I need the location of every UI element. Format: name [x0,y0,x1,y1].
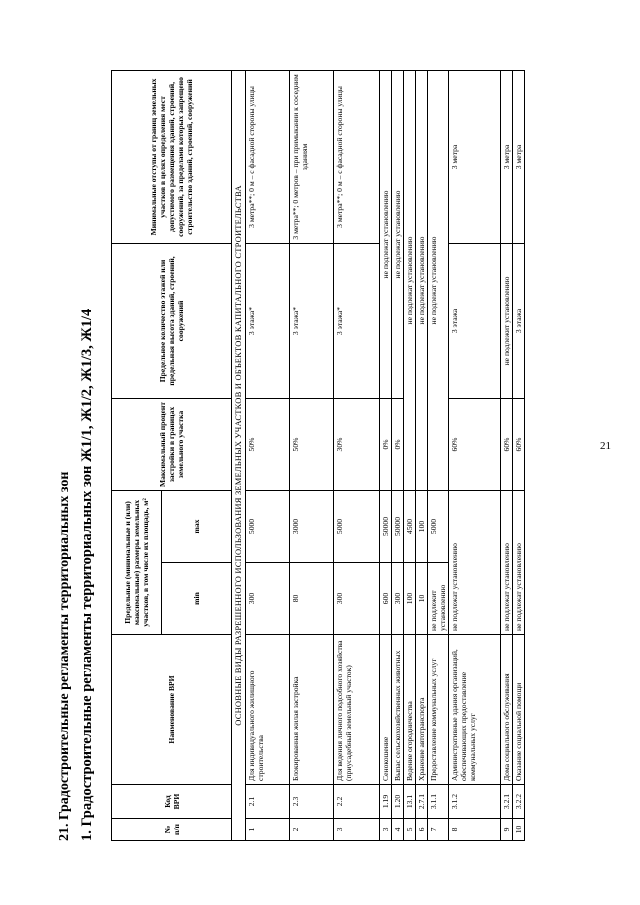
cell-percent: 0% [380,398,392,490]
cell-num: 3 [380,819,392,841]
cell-max: 100 [416,490,428,562]
cell-code: 3.1.1 [428,785,449,819]
header-name: Наименование ВРИ [112,635,232,785]
rotated-page-content [55,71,615,841]
cell-code: 2.3 [290,785,334,819]
cell-percent: 50% [246,398,290,490]
cell-max: 50000 [392,490,404,562]
subsection-heading: 1. Градостроительные регламенты территориальных зон Ж1/1, Ж1/2, Ж1/3, Ж1/4 [79,308,95,841]
cell-floors: не подлежит установлению [501,243,513,398]
section-title-row: ОСНОВНЫЕ ВИДЫ РАЗРЕШЕННОГО ИСПОЛЬЗОВАНИЯ ЗЕМЕЛЬНЫХ УЧАСТКОВ И ОБЪЕКТОВ КАПИТАЛЬНОГО СТРОИТЕЛЬСТВА [232,70,246,840]
table-row [428,70,449,840]
cell-code: 3.2.1 [501,785,513,819]
cell-code: 2.1 [246,785,290,819]
cell-min: 100 [404,563,416,635]
cell-max: 50000 [380,490,392,562]
table-row [404,70,416,840]
cell-num: 9 [501,819,513,841]
cell-name: Выпас сельскохозяйственных животных [392,635,404,785]
cell-setback: 3 метра**; 0 метров – при примыкании к соседним зданиям [290,70,334,243]
cell-num: 8 [449,819,501,841]
header-code: Код ВРИ [112,785,232,819]
cell-code: 2.2 [334,785,380,819]
regulations-table [111,70,525,841]
cell-floors: 3 этажа* [334,243,380,398]
table-row [334,70,380,840]
table-row [380,70,392,840]
cell-min: 300 [246,563,290,635]
cell-percent: 60% [513,398,525,490]
cell-percent: 50% [290,398,334,490]
cell-setback: 3 метра [449,70,501,243]
table-row [501,70,513,840]
cell-min: 300 [392,563,404,635]
page-number: 21 [600,440,611,452]
cell-setback: 3 метра**; 0 м – с фасадной стороны улицы [246,70,290,243]
header-num: № п/п [112,819,232,841]
cell-code: 3.1.2 [449,785,501,819]
header-max: max [162,490,232,562]
cell-name: Административные здания организаций, обеспечивающих предоставление коммунальных услуг [449,635,501,785]
cell-code: 1.19 [380,785,392,819]
cell-name: Для ведения личного подсобного хозяйства (приусадебный земельный участок) [334,635,380,785]
cell-num: 1 [246,819,290,841]
cell-max: 3000 [290,490,334,562]
cell-floors: 3 этажа [449,243,501,398]
cell-percent: 60% [449,398,501,490]
cell-max: 5000 [246,490,290,562]
cell-min: 600 [380,563,392,635]
cell-name: Дома социального обслуживания [501,635,513,785]
cell-floors: 3 этажа* [246,243,290,398]
cell-percent: 30% [334,398,380,490]
cell-num: 10 [513,819,525,841]
cell-name: Блокированная жилая застройка [290,635,334,785]
table-row [449,70,501,840]
cell-num: 4 [392,819,404,841]
cell-name: Для индивидуального жилищного строительства [246,635,290,785]
cell-size: не подлежат установлению [513,490,525,634]
cell-percent: 0% [392,398,404,490]
cell-percent-floors-setback: не подлежат установлению [416,70,428,490]
cell-floors-setback: не подлежат установлению [392,70,404,398]
section-heading: 21. Градостроительные регламенты территориальных зон [57,471,72,841]
cell-size: не подлежат установлению [501,490,513,634]
cell-code: 1.20 [392,785,404,819]
cell-setback: 3 метра**; 0 м – с фасадной стороны улицы [334,70,380,243]
cell-name: Сенокошение [380,635,392,785]
cell-num: 6 [416,819,428,841]
cell-code: 13.1 [404,785,416,819]
table-row [290,70,334,840]
cell-min: 300 [334,563,380,635]
table-row [513,70,525,840]
cell-floors-setback: не подлежат установлению [380,70,392,398]
cell-setback: 3 метра [501,70,513,243]
cell-name: Оказание социальной помощи [513,635,525,785]
cell-num: 2 [290,819,334,841]
cell-max: 4500 [404,490,416,562]
header-percent: Максимальный процент застройки в границах земельного участка [112,398,232,490]
cell-percent-floors-setback: не подлежат установлению [428,70,449,490]
cell-min: не подлежит установлению [428,563,449,635]
header-floors: Предельное количество этажей или предельная высота зданий, строений, сооружений [112,243,232,398]
cell-percent: 60% [501,398,513,490]
cell-name: Хранение автотранспорта [416,635,428,785]
cell-min: 80 [290,563,334,635]
cell-percent-floors-setback: не подлежат установлению [404,70,416,490]
cell-max: 5000 [428,490,449,562]
cell-setback: 3 метра [513,70,525,243]
cell-name: Ведение огородничества [404,635,416,785]
cell-code: 3.2.2 [513,785,525,819]
cell-code: 2.7.1 [416,785,428,819]
cell-num: 5 [404,819,416,841]
cell-floors: 3 этажа* [290,243,334,398]
header-size: Предельные (минимальные и (или) максимальные) размеры земельных участков, в том числе их площадь, м² [112,490,162,634]
cell-name: Предоставление коммунальных услуг [428,635,449,785]
header-setback: Минимальные отступы от границ земельных участков в целях определения мест допустимого размещения зданий, строений, сооружений, за пределами которых запрещено строительство зданий, строений, сооружений [112,70,232,243]
cell-max: 5000 [334,490,380,562]
table-row [392,70,404,840]
cell-num: 7 [428,819,449,841]
cell-num: 3 [334,819,380,841]
table-row [246,70,290,840]
table-row [416,70,428,840]
cell-min: 10 [416,563,428,635]
header-min: min [162,563,232,635]
cell-size: не подлежат установлению [449,490,501,634]
cell-floors: 3 этажа [513,243,525,398]
